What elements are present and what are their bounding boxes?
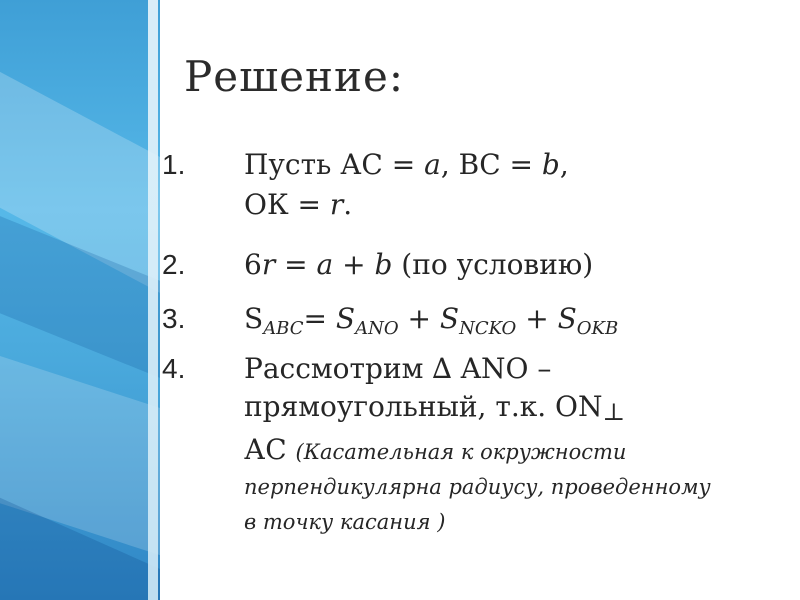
item-text: [244, 248, 764, 282]
area-subscript: OKB: [576, 318, 619, 339]
area-subscript: ANO: [355, 318, 399, 339]
plus-sign: +: [398, 302, 440, 335]
text-part: ,: [559, 148, 569, 181]
decor-stripe: [148, 0, 158, 600]
plus-sign: +: [516, 302, 558, 335]
equals-sign: =: [303, 302, 336, 335]
item-number: 3.: [162, 303, 186, 334]
area-subscript: ABC: [263, 318, 304, 339]
text-part: .: [343, 188, 353, 221]
text-part: +: [333, 248, 375, 281]
var-r: r: [329, 188, 344, 221]
var-b: b: [374, 248, 393, 281]
var-a: a: [316, 248, 334, 281]
area-symbol: S: [335, 302, 356, 335]
item-text: [244, 148, 764, 222]
text-part: АС: [244, 433, 287, 466]
text-part: =: [275, 248, 317, 281]
var-r: r: [261, 248, 276, 281]
text-part: ОК =: [244, 188, 330, 221]
slide-title: Решение:: [184, 52, 405, 101]
item-line: [244, 148, 764, 182]
area-formula: [244, 302, 764, 346]
text-part: Пусть АС =: [244, 148, 425, 181]
text-part: прямоугольный, т.к. ON: [244, 390, 603, 423]
item-line: [244, 390, 724, 429]
text-part: (по условию): [392, 248, 594, 281]
item-text: [244, 352, 724, 538]
decorative-blue-panel: [0, 0, 160, 600]
var-a: a: [424, 148, 441, 181]
item-line: [244, 188, 764, 222]
area-symbol: S: [439, 302, 460, 335]
item-number: 1.: [162, 149, 186, 180]
item-number: 4.: [162, 353, 186, 384]
area-symbol: S: [557, 302, 577, 335]
area-symbol: S: [244, 302, 264, 335]
item-number: 2.: [162, 249, 186, 280]
text-part: 6: [244, 248, 262, 281]
item-line: [244, 433, 724, 538]
item-line: Рассмотрим ∆ ANO –: [244, 352, 552, 385]
area-subscript: NCKO: [459, 318, 517, 339]
note-text: (Касательная к окружности перпендикулярна радиусу, проведенному в точку касания ): [244, 440, 711, 534]
var-b: b: [541, 148, 560, 181]
perpendicular-symbol: ⊥: [602, 398, 626, 426]
text-part: , ВС =: [440, 148, 542, 181]
